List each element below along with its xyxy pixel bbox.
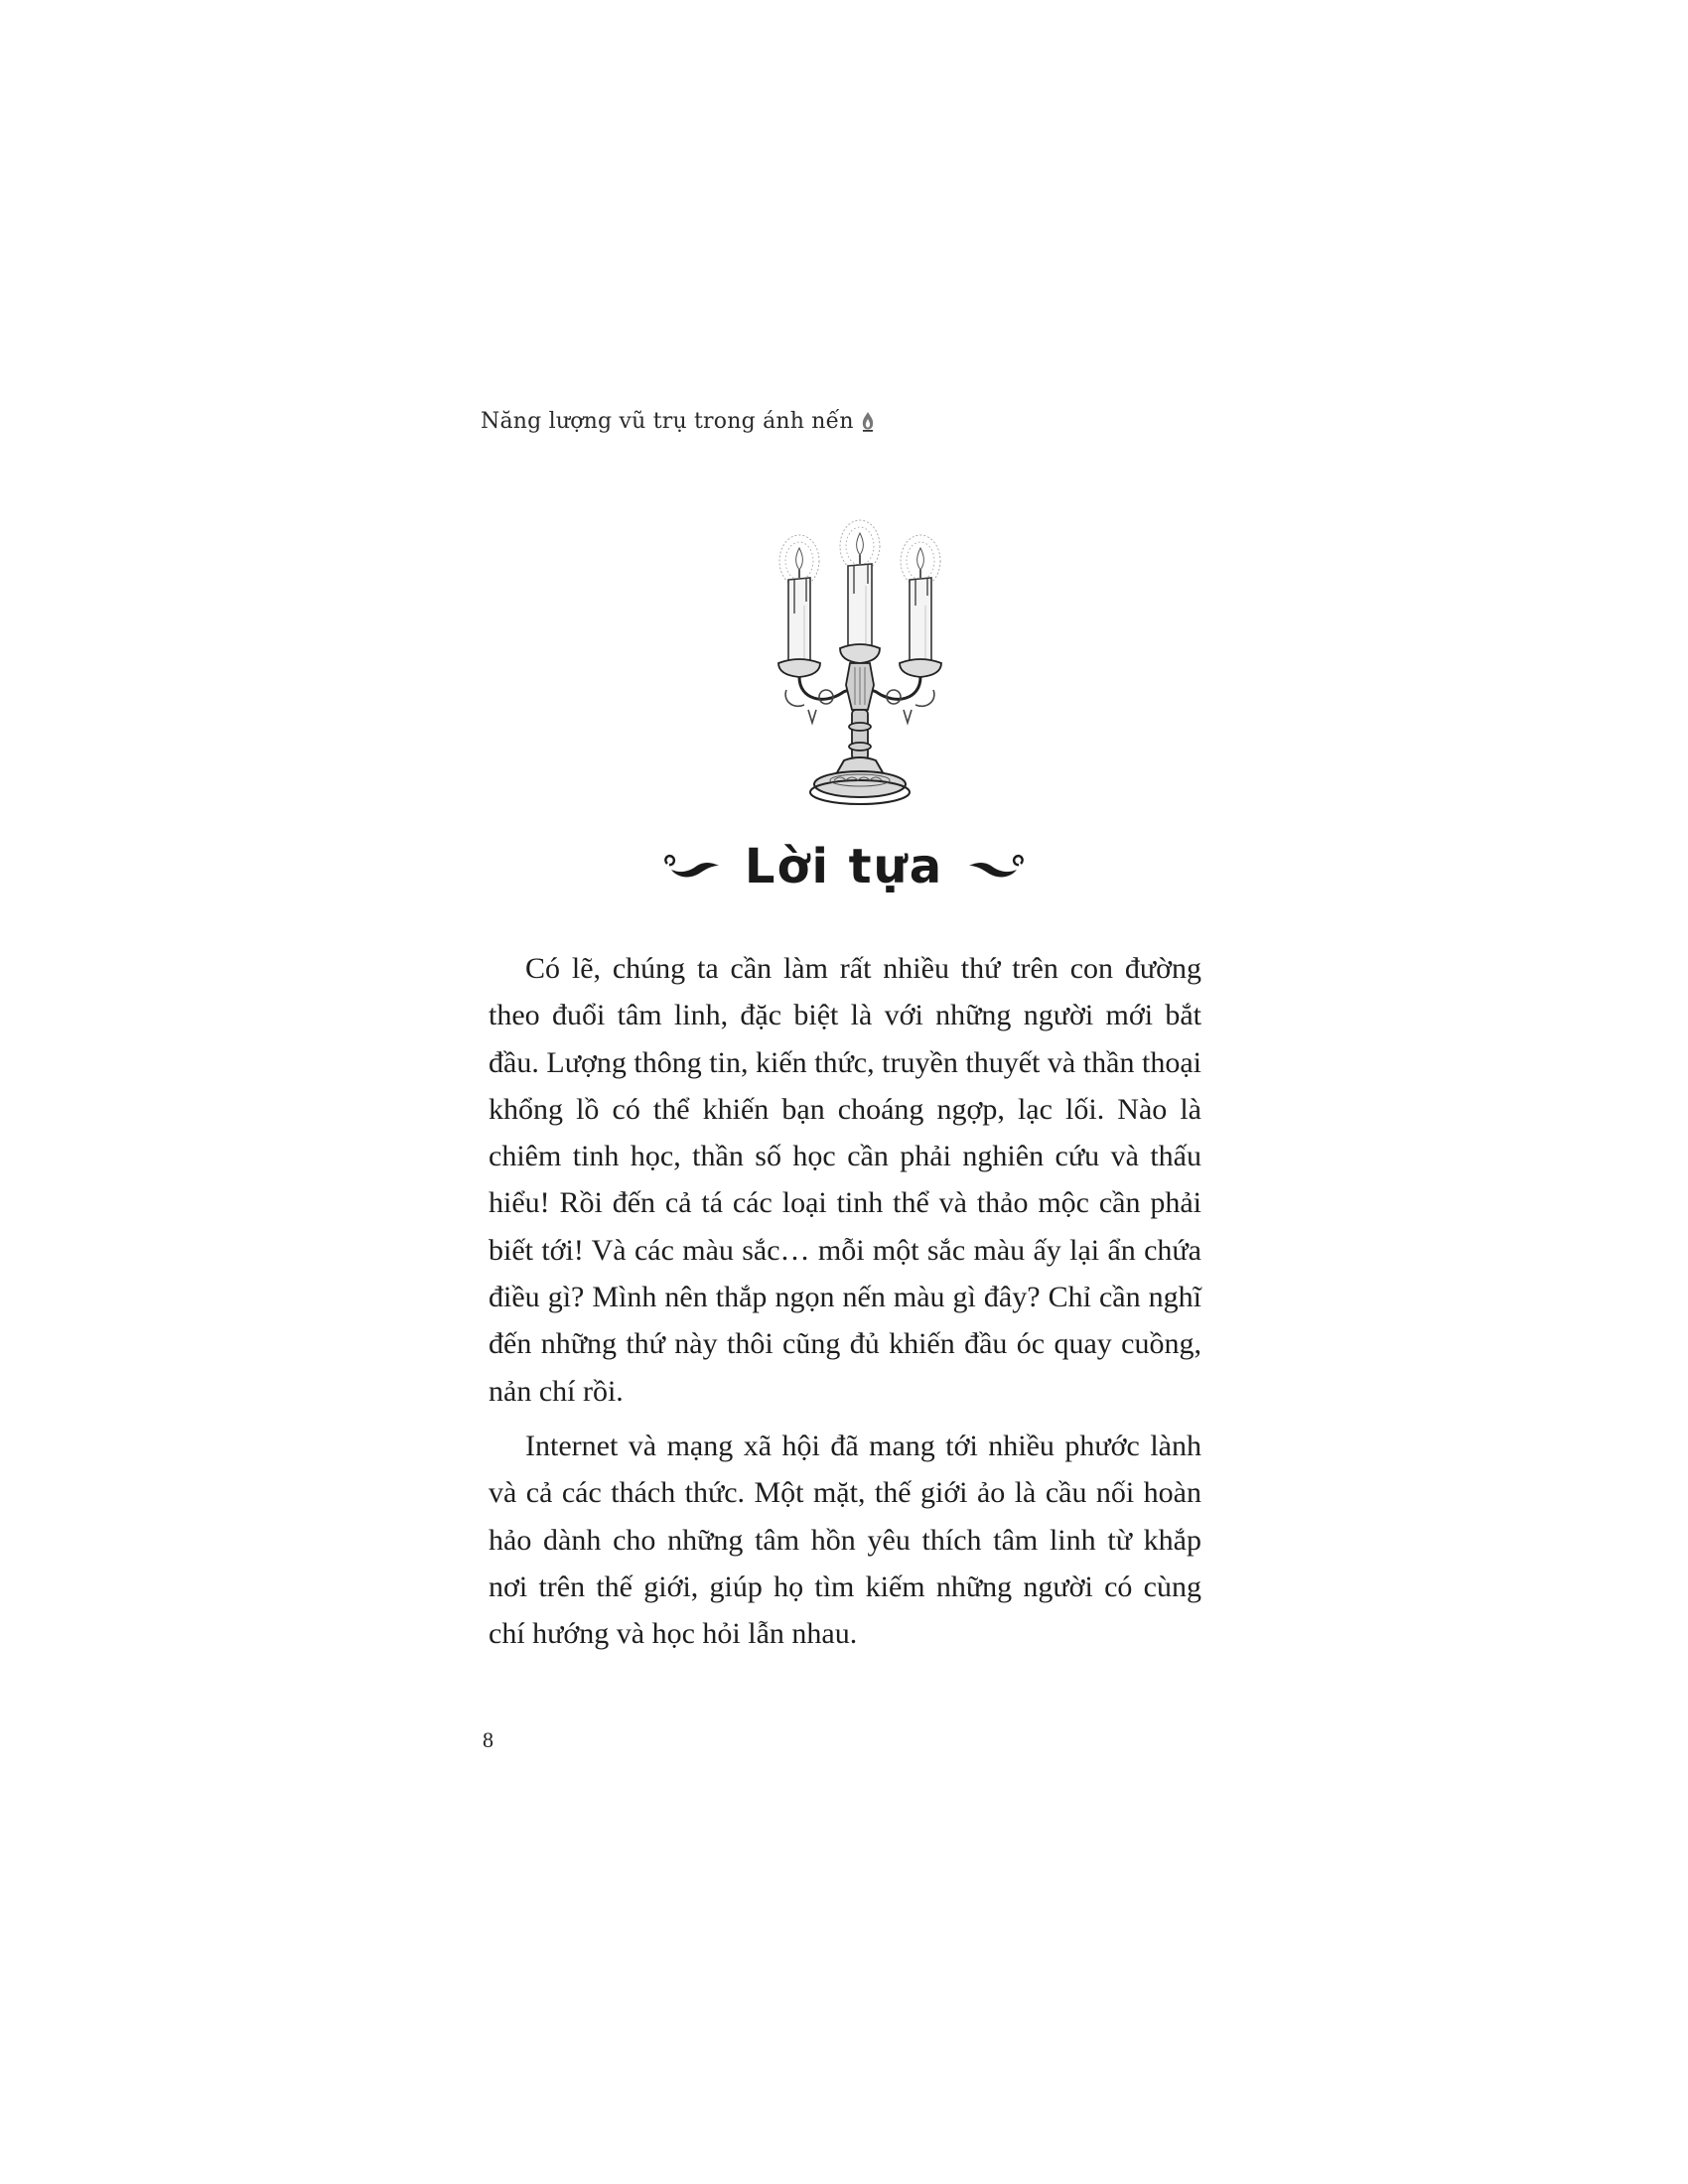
paragraph: Có lẽ, chúng ta cần làm rất nhiều thứ trên con đường theo đuổi tâm linh, đặc biệt là với những người mới bắt đầu. Lượng thông tin, kiến thức, truyền thuyết và thần thoại khổng lồ có thể khiến bạn choáng ngợp, lạc lối. Nào là chiêm tinh học, thần số học cần phải nghiên cứu và thấu hiểu! Rồi đến cả tá các loại tinh thể và thảo mộc cần phải biết tới! Và các màu sắc… mỗi một sắc màu ấy lại ẩn chứa điều gì? Mình nên thắp ngọn nến màu gì đây? Chỉ cần nghĩ đến những thứ này thôi cũng đủ khiến đầu óc quay cuồng, nản chí rồi. xyxy=(489,952,1201,1408)
body-text xyxy=(489,945,1201,1665)
flame-icon xyxy=(860,411,876,433)
page-number: 8 xyxy=(483,1727,493,1752)
running-header-text: Năng lượng vũ trụ trong ánh nến xyxy=(481,409,854,434)
running-header xyxy=(481,409,876,434)
paragraph: Internet và mạng xã hội đã mang tới nhiều phước lành và cả các thách thức. Một mặt, thế giới ảo là cầu nối hoàn hảo dành cho những tâm hồn yêu thích tâm linh từ khắp nơi trên thế giới, giúp họ tìm kiếm những người có cùng chí hướng và học hỏi lẫn nhau. xyxy=(489,1429,1201,1651)
candelabra-illustration xyxy=(765,506,953,809)
chapter-title: Lời tựa xyxy=(744,839,944,894)
swash-left-icon xyxy=(659,850,723,885)
swash-right-icon xyxy=(965,850,1029,885)
chapter-heading xyxy=(635,832,1053,901)
